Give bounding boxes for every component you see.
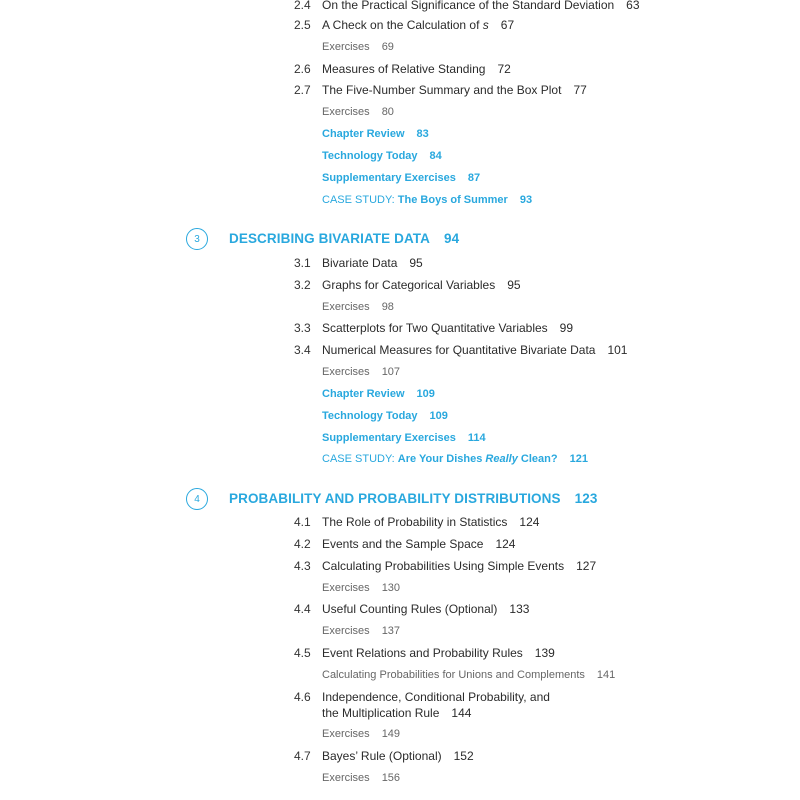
page-number: 67 xyxy=(500,18,515,32)
page-number: 141 xyxy=(596,669,616,681)
page-number: 109 xyxy=(429,410,448,422)
section-title: Numerical Measures for Quantitative Bivariate Data xyxy=(322,343,596,357)
page-number: 101 xyxy=(607,343,628,357)
section-number: 2.7 xyxy=(294,83,311,97)
page-number: 133 xyxy=(509,602,530,616)
page-number: 94 xyxy=(444,231,460,246)
toc-entry-2-6[interactable] xyxy=(322,61,511,77)
page-number: 107 xyxy=(381,366,401,378)
toc-entry-4-5[interactable] xyxy=(322,645,555,661)
exercises-label: Exercises xyxy=(322,625,370,637)
page-number: 124 xyxy=(519,515,540,529)
section-title: Bivariate Data xyxy=(322,256,398,270)
section-number: 4.1 xyxy=(294,515,311,529)
page-number: 152 xyxy=(453,749,474,763)
supplementary-exercises-label: Supplementary Exercises xyxy=(322,172,456,184)
toc-entry-4-6[interactable] xyxy=(322,689,550,705)
toc-entry-2-5[interactable] xyxy=(322,17,514,33)
case-study-prefix: CASE STUDY: xyxy=(322,194,398,206)
exercises-label: Exercises xyxy=(322,728,370,740)
chapter-4-heading[interactable] xyxy=(229,491,597,507)
section-number: 2.4 xyxy=(294,0,311,12)
section-title: Scatterplots for Two Quantitative Variables xyxy=(322,321,548,335)
page-number: 98 xyxy=(381,301,394,313)
section-number: 2.5 xyxy=(294,18,311,32)
exercises-label: Exercises xyxy=(322,772,370,784)
page-number: 95 xyxy=(409,256,423,270)
section-title: Measures of Relative Standing xyxy=(322,62,486,76)
toc-entry-exercises[interactable] xyxy=(322,364,400,380)
technology-today-label: Technology Today xyxy=(322,410,418,422)
toc-entry-subsection[interactable] xyxy=(322,667,615,683)
page-number: 137 xyxy=(381,625,401,637)
section-title-italic: s xyxy=(482,18,489,32)
toc-entry-4-2[interactable] xyxy=(322,536,515,552)
section-number: 2.6 xyxy=(294,62,311,76)
toc-entry-chapter-review[interactable] xyxy=(322,126,429,142)
page-number: 109 xyxy=(416,388,435,400)
subsection-title: Calculating Probabilities for Unions and Complements xyxy=(322,669,585,681)
toc-entry-4-7[interactable] xyxy=(322,748,474,764)
toc-entry-case-study[interactable] xyxy=(322,451,588,467)
chapter-review-label: Chapter Review xyxy=(322,388,405,400)
case-study-prefix: CASE STUDY: xyxy=(322,453,398,465)
toc-entry-case-study[interactable] xyxy=(322,192,532,208)
toc-entry-3-1[interactable] xyxy=(322,255,423,271)
case-study-title: Clean? xyxy=(517,453,558,465)
page-number: 121 xyxy=(569,453,588,465)
page-number: 149 xyxy=(381,728,401,740)
toc-entry-3-4[interactable] xyxy=(322,342,627,358)
page-number: 93 xyxy=(519,194,533,206)
exercises-label: Exercises xyxy=(322,301,370,313)
section-title: The Role of Probability in Statistics xyxy=(322,515,508,529)
chapter-title: PROBABILITY AND PROBABILITY DISTRIBUTIONS xyxy=(229,491,561,506)
toc-entry-4-4[interactable] xyxy=(322,601,529,617)
toc-entry-2-4[interactable] xyxy=(322,0,640,13)
section-title-line2: the Multiplication Rule xyxy=(322,706,440,720)
exercises-label: Exercises xyxy=(322,41,370,53)
page-number: 77 xyxy=(573,83,587,97)
toc-entry-3-2[interactable] xyxy=(322,277,521,293)
page-number: 156 xyxy=(381,772,401,784)
toc-entry-chapter-review[interactable] xyxy=(322,386,435,402)
section-title: The Five-Number Summary and the Box Plot xyxy=(322,83,562,97)
page-number: 83 xyxy=(416,128,429,140)
toc-entry-4-3[interactable] xyxy=(322,558,596,574)
toc-entry-exercises[interactable] xyxy=(322,726,400,742)
toc-entry-exercises[interactable] xyxy=(322,770,400,786)
page-number: 144 xyxy=(451,706,472,720)
toc-entry-supplementary-exercises[interactable] xyxy=(322,170,480,186)
page-number: 80 xyxy=(381,106,394,118)
toc-entry-2-7[interactable] xyxy=(322,82,587,98)
toc-entry-4-6-continued[interactable] xyxy=(322,705,471,721)
section-number: 4.6 xyxy=(294,690,311,704)
chapter-number-badge: 4 xyxy=(186,488,208,510)
page-number: 87 xyxy=(467,172,481,184)
section-title: On the Practical Significance of the Standard Deviation xyxy=(322,0,615,12)
exercises-label: Exercises xyxy=(322,106,370,118)
page-number: 114 xyxy=(467,432,486,444)
page-number: 123 xyxy=(574,491,598,506)
section-number: 3.1 xyxy=(294,256,311,270)
exercises-label: Exercises xyxy=(322,582,370,594)
page-number: 139 xyxy=(534,646,555,660)
section-title: Events and the Sample Space xyxy=(322,537,484,551)
toc-entry-3-3[interactable] xyxy=(322,320,573,336)
section-number: 4.5 xyxy=(294,646,311,660)
page-number: 72 xyxy=(497,62,511,76)
page-number: 99 xyxy=(559,321,574,335)
section-number: 4.7 xyxy=(294,749,311,763)
toc-entry-exercises[interactable] xyxy=(322,623,400,639)
section-number: 3.4 xyxy=(294,343,311,357)
page-number: 69 xyxy=(381,41,394,53)
exercises-label: Exercises xyxy=(322,366,370,378)
toc-entry-exercises[interactable] xyxy=(322,580,400,596)
technology-today-label: Technology Today xyxy=(322,150,418,162)
section-title: Bayes’ Rule (Optional) xyxy=(322,749,442,763)
chapter-title: DESCRIBING BIVARIATE DATA xyxy=(229,231,430,246)
toc-entry-supplementary-exercises[interactable] xyxy=(322,430,486,446)
section-title: A Check on the Calculation of xyxy=(322,18,483,32)
section-number: 3.2 xyxy=(294,278,311,292)
chapter-3-heading[interactable] xyxy=(229,231,459,247)
chapter-review-label: Chapter Review xyxy=(322,128,405,140)
page-number: 127 xyxy=(576,559,597,573)
section-title: Calculating Probabilities Using Simple Events xyxy=(322,559,565,573)
page-number: 95 xyxy=(507,278,521,292)
toc-entry-exercises[interactable] xyxy=(322,39,394,55)
section-title: Event Relations and Probability Rules xyxy=(322,646,523,660)
section-title: Useful Counting Rules (Optional) xyxy=(322,602,498,616)
page-number: 130 xyxy=(381,582,401,594)
case-study-title-italic: Really xyxy=(485,453,518,465)
page-number: 63 xyxy=(626,0,640,12)
toc-entry-technology-today[interactable] xyxy=(322,408,448,424)
toc-entry-exercises[interactable] xyxy=(322,104,394,120)
section-number: 4.2 xyxy=(294,537,311,551)
section-title: Independence, Conditional Probability, and xyxy=(322,690,550,704)
toc-entry-exercises[interactable] xyxy=(322,299,394,315)
page-number: 124 xyxy=(495,537,516,551)
supplementary-exercises-label: Supplementary Exercises xyxy=(322,432,456,444)
case-study-title: The Boys of Summer xyxy=(397,194,508,206)
section-number: 3.3 xyxy=(294,321,311,335)
toc-entry-technology-today[interactable] xyxy=(322,148,442,164)
page-number: 84 xyxy=(429,150,442,162)
chapter-number-badge: 3 xyxy=(186,228,208,250)
section-number: 4.3 xyxy=(294,559,311,573)
case-study-title: Are Your Dishes xyxy=(397,453,486,465)
section-number: 4.4 xyxy=(294,602,311,616)
section-title: Graphs for Categorical Variables xyxy=(322,278,496,292)
toc-entry-4-1[interactable] xyxy=(322,514,539,530)
